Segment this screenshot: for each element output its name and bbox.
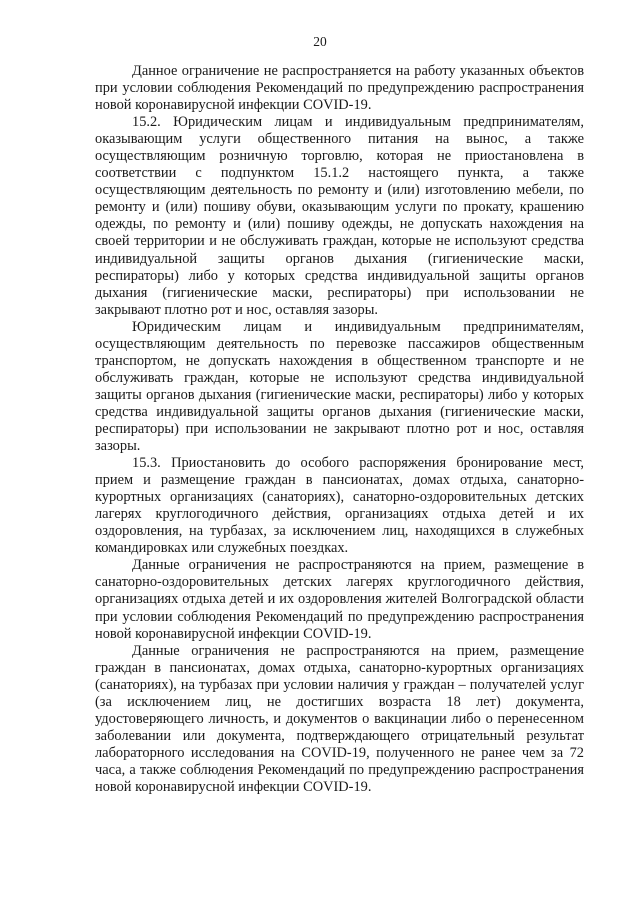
paragraph-public-transport: Юридическим лицам и индивидуальным предпринимателям, осуществляющим деятельность по перевозке пассажиров общественным транспортом, не допускать нахождения в общественном транспорте и не обслуживать граждан, которые не используют средства индивидуальной защиты органов дыхания (гигиенические маски, респираторы) либо у которых средства индивидуальной защиты органов дыхания (гигиенические маски, респираторы) при использовании не закрывают плотно рот и нос, оставляя зазоры. [95,318,584,455]
paragraph-resorts-exception: Данные ограничения не распространяются на прием, размещение граждан в пансионатах, домах отдыха, санаторно-курортных организациях (санаториях), на турбазах при условии наличия у граждан – получателей услуг (за исключением лиц, не достигших возраста 18 лет) документа, удостоверяющего личность, и документов о вакцинации либо о перенесенном заболевании или документа, подтверждающего отрицательный результат лабораторного исследования на COVID-19, полученного не ранее чем за 72 часа, а также соблюдения Рекомендаций по предупреждению распространения новой коронавирусной инфекции COVID-19. [95,642,584,795]
paragraph-children-camps-exception: Данные ограничения не распространяются на прием, размещение в санаторно-оздоровительных детских лагерях круглогодичного действия, организациях отдыха детей и их оздоровления жителей Волгоградской области при условии соблюдения Рекомендаций по предупреждению распространения новой коронавирусной инфекции COVID-19. [95,557,584,642]
paragraph-15-3: 15.3. Приостановить до особого распоряжения бронирование мест, прием и размещение граждан в пансионатах, домах отдыха, санаторно-курортных организациях (санаториях), санаторно-оздоровительных детских лагерях круглогодичного действия, организациях отдыха детей и их оздоровления, на турбазах, за исключением лиц, находящихся в служебных командировках или служебных поездках. [95,455,584,557]
page-number: 20 [313,34,327,49]
paragraph-15-2: 15.2. Юридическим лицам и индивидуальным предпринимателям, оказывающим услуги общественного питания на вынос, а также осуществляющим розничную торговлю, которая не приостановлена в соответствии с подпунктом 15.1.2 настоящего пункта, а также осуществляющим деятельность по ремонту и (или) изготовлению мебели, по ремонту и (или) пошиву обуви, оказывающим услуги по прокату, крашению одежды, по ремонту и (или) пошиву одежды, не допускать нахождения на своей территории и не обслуживать граждан, которые не используют средства индивидуальной защиты органов дыхания (гигиенические маски, респираторы) либо у которых средства индивидуальной защиты органов дыхания (гигиенические маски, респираторы) при использовании не закрывают плотно рот и нос, оставляя зазоры. [95,114,584,318]
document-body [95,63,584,796]
paragraph-object-exception: Данное ограничение не распространяется на работу указанных объектов при условии соблюдения Рекомендаций по предупреждению распространения новой коронавирусной инфекции COVID-19. [95,63,584,114]
